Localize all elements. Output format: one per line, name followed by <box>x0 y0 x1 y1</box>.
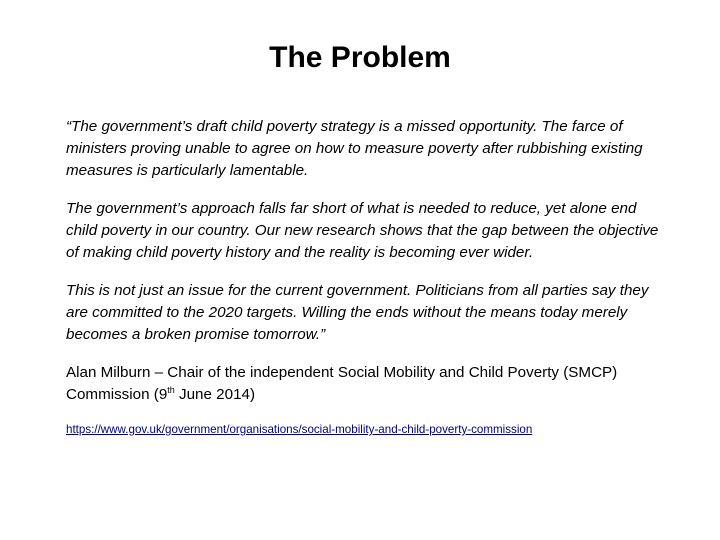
source-link[interactable]: https://www.gov.uk/government/organisations/social-mobility-and-child-poverty-commission <box>66 423 533 436</box>
attribution-superscript: th <box>167 384 175 395</box>
quote-paragraph-3: This is not just an issue for the current government. Politicians from all parties say they are committed to the 2020 targets. Willing the ends without the means today merely becomes a broken promise tomorrow.” <box>66 282 649 343</box>
attribution-text: Alan Milburn – Chair of the independent Social Mobility and Child Poverty (SMCP) Commission (9 <box>66 364 618 403</box>
quote-paragraph-1: “The government’s draft child poverty strategy is a missed opportunity. The farce of ministers proving unable to agree on how to measure poverty after rubbishing existing measures is particularly lamentable. <box>66 118 643 179</box>
slide-title: The Problem <box>269 41 451 74</box>
quote-paragraph-2: The government’s approach falls far short of what is needed to reduce, yet alone end child poverty in our country. Our new research shows that the gap between the objective of making child poverty history and the reality is becoming ever wider. <box>66 200 659 261</box>
quote-attribution <box>66 362 666 406</box>
slide-body <box>66 116 666 438</box>
attribution-date: June 2014) <box>174 386 256 403</box>
